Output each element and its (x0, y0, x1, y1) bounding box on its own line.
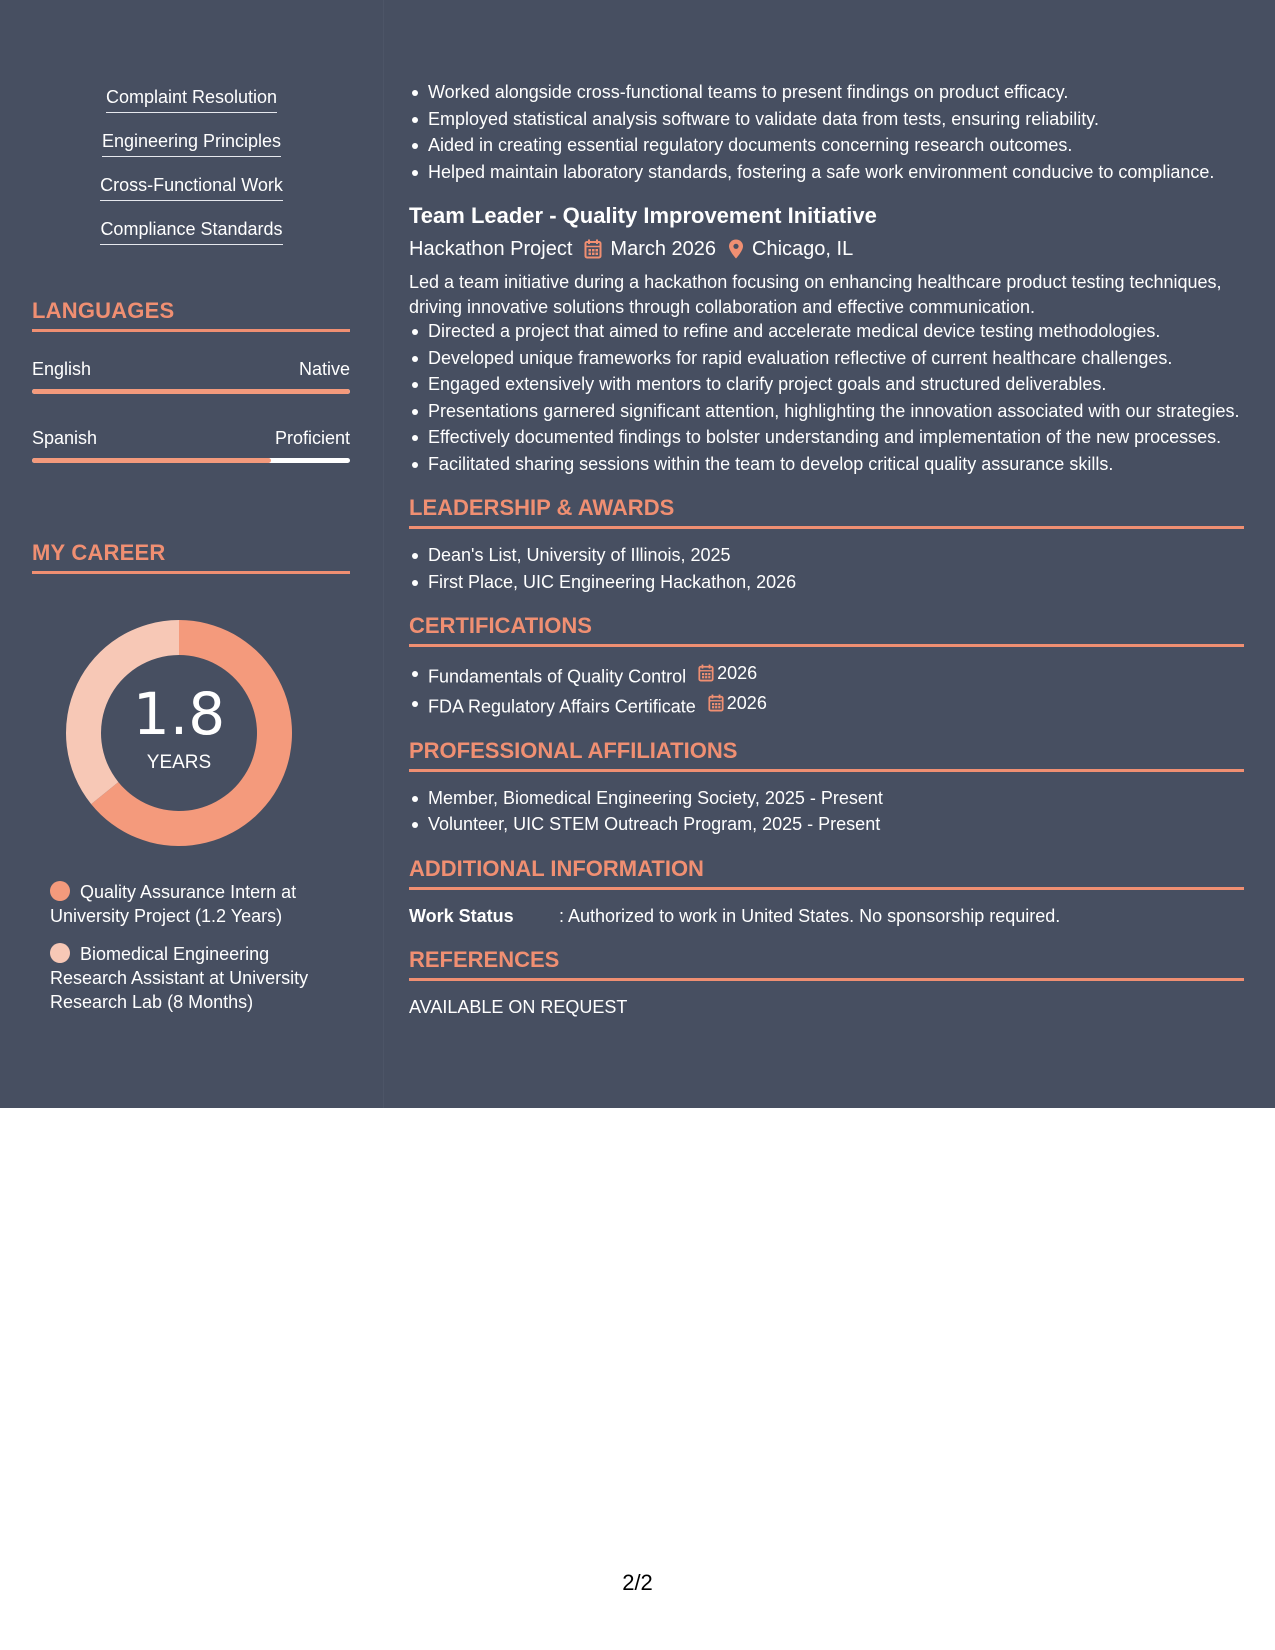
language-bar-fill (32, 389, 350, 394)
language-row (32, 428, 350, 449)
skill-item: Complaint Resolution (106, 84, 277, 113)
language-name: English (32, 359, 92, 379)
job-date: March 2026 (610, 238, 717, 260)
language-level: Native (298, 359, 350, 379)
legend-dot (50, 881, 70, 901)
list-item: Developed unique frameworks for rapid evaluation reflective of current healthcare challenges. (427, 346, 1244, 371)
language-level: Proficient (274, 428, 350, 448)
job-description: Led a team initiative during a hackathon focusing on enhancing healthcare product testing techniques, driving innovative solutions through collaboration and effective communication. (409, 272, 1222, 317)
page-number: 2/2 (622, 1570, 653, 1595)
calendar-icon (698, 664, 714, 682)
references-text: AVAILABLE ON REQUEST (409, 996, 628, 1017)
calendar-icon (708, 694, 724, 712)
sidebar (0, 0, 383, 1108)
list-item: Worked alongside cross-functional teams to present findings on product efficacy. (427, 80, 1244, 105)
list-item: Facilitated sharing sessions within the team to develop critical quality assurance skills. (427, 452, 1244, 477)
legend-label: Quality Assurance Intern at University Project (1.2 Years) (50, 882, 297, 926)
job-title: Team Leader - Quality Improvement Initiative (409, 203, 877, 228)
legend-dot (50, 943, 70, 963)
language-bar (32, 458, 350, 463)
career-donut-chart (64, 618, 294, 848)
work-status-label: Work Status (409, 905, 514, 926)
cert-year: 2026 (726, 692, 767, 713)
language-name: Spanish (32, 428, 98, 448)
list-item: First Place, UIC Engineering Hackathon, 2026 (427, 570, 1244, 595)
career-total-unit: YEARS (146, 752, 212, 773)
languages-heading: LANGUAGES (32, 298, 350, 332)
list-item: Engaged extensively with mentors to clarify project goals and structured deliverables. (427, 372, 1244, 397)
skill-item: Compliance Standards (100, 216, 282, 245)
language-row (32, 359, 350, 380)
cert-name: Fundamentals of Quality Control (428, 666, 687, 687)
career-legend-item (50, 942, 350, 1014)
certifications-list (409, 661, 1244, 719)
experience-bullets (409, 80, 1244, 184)
language-bar-fill (32, 458, 271, 463)
certifications-heading: CERTIFICATIONS (409, 612, 1244, 647)
list-item: Member, Biomedical Engineering Society, 2025 - Present (427, 786, 1244, 811)
job-org: Hackathon Project (409, 238, 573, 260)
job-bullets (409, 319, 1244, 476)
career-total-value: 1.8 (132, 680, 226, 748)
skills-list (0, 84, 383, 260)
list-item (427, 661, 1244, 689)
location-pin-icon (728, 239, 744, 259)
cert-name: FDA Regulatory Affairs Certificate (428, 696, 696, 716)
list-item: Effectively documented findings to bolster understanding and implementation of the new processes. (427, 425, 1244, 450)
work-status-value: : Authorized to work in United States. No sponsorship required. (559, 905, 1061, 926)
additional-info-heading: ADDITIONAL INFORMATION (409, 855, 1244, 890)
leadership-heading: LEADERSHIP & AWARDS (409, 494, 1244, 529)
references-heading: REFERENCES (409, 946, 1244, 981)
list-item: Aided in creating essential regulatory documents concerning research outcomes. (427, 133, 1244, 158)
skill-item: Engineering Principles (102, 128, 281, 157)
job-meta (409, 236, 1244, 262)
skill-item: Cross-Functional Work (100, 172, 283, 201)
career-heading: MY CAREER (32, 540, 350, 574)
cert-year: 2026 (717, 663, 758, 683)
list-item: Employed statistical analysis software to validate data from tests, ensuring reliability. (427, 107, 1244, 132)
affiliations-heading: PROFESSIONAL AFFILIATIONS (409, 737, 1244, 772)
career-legend-item (50, 880, 350, 928)
list-item: Directed a project that aimed to refine and accelerate medical device testing methodologies. (427, 319, 1244, 344)
list-item: Helped maintain laboratory standards, fostering a safe work environment conducive to compliance. (427, 160, 1244, 185)
language-bar (32, 389, 350, 394)
list-item: Presentations garnered significant attention, highlighting the innovation associated with our strategies. (427, 399, 1244, 424)
list-item (427, 691, 1244, 719)
legend-label: Biomedical Engineering Research Assistant at University Research Lab (8 Months) (50, 944, 309, 1012)
calendar-icon (584, 239, 602, 259)
affiliations-list (409, 786, 1244, 837)
leadership-list (409, 543, 1244, 594)
main-content (383, 0, 1275, 1108)
list-item: Dean's List, University of Illinois, 2025 (427, 543, 1244, 568)
job-location: Chicago, IL (752, 238, 854, 260)
list-item: Volunteer, UIC STEM Outreach Program, 2025 - Present (427, 812, 1244, 837)
work-status-row (409, 904, 1244, 928)
